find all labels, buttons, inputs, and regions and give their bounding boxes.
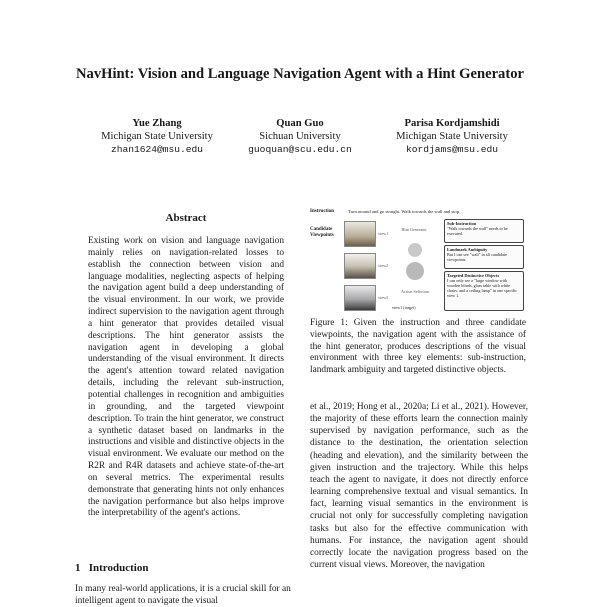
box-text: "Walk towards the wall" needs to be executed.	[447, 226, 508, 236]
author-affiliation: Michigan State University	[101, 131, 213, 143]
box-title: Landmark Ambiguity	[447, 247, 488, 252]
instruction-text: Turn around and go straight. Walk towards the wall and stop.	[348, 209, 461, 214]
intro-heading	[75, 562, 148, 574]
abstract-heading: Abstract	[165, 212, 207, 224]
author-email: kordjams@msu.edu	[405, 144, 499, 156]
section-title: Introduction	[88, 562, 149, 574]
figure-1	[308, 207, 526, 315]
viewpoint-3-image	[344, 285, 376, 311]
author-3	[362, 117, 542, 157]
abstract-text: Existing work on vision and language navigation mainly relies on navigation-related losses to establish the connection between vision and language modalities, neglecting aspects of helping the navigation agent build a deep understanding of the visual environment. In our work, we provide indirect supervision to the navigation agent through a hint generator that provides detailed visual descriptions. The hint generator assists the navigation agent in developing a global understanding of the visual environment. It directs the agent's attention toward related navigation details, including the relevant sub-instruction, potential challenges in recognition and ambiguities in grounding, and the targeted viewpoint description. To train the hint generator, we construct a synthetic dataset based on landmarks in the instructions and visible and distinctive objects in the visual environment. We evaluate our method on the R2R and R4R datasets and achieve state-of-the-art on several metrics. The experimental results demonstrate that generating hints not only enhances the navigation performance but also helps improve the interpretability of the agent's actions.	[88, 236, 284, 519]
landmark-ambiguity-box	[444, 245, 524, 269]
viewpoint-1-image	[344, 221, 376, 247]
body-text-column-2: et al., 2019; Hong et al., 2020a; Li et al., 2021). However, the majority of these efforts learn the connection mainly supervised by navigation performance, such as the distance to the destination, the orientation selection (heading and elevation), and the similarity between the given instruction and the trajectory. While this helps teach the agent to navigate, it does not directly enforce learning comprehensive textual and visual semantics. In fact, learning visual semantics in the environment is crucial not only for successfully completing navigation tasks but also for the effective communication with humans. For instance, the navigation agent should correctly locate the navigation progress based on the current visual views. Moreover, the navigation	[310, 402, 528, 571]
intro-text: In many real-world applications, it is a crucial skill for an intelligent agent to navigate the visual	[75, 584, 291, 606]
candidate-label: Candidate Viewpoints	[310, 227, 334, 238]
sub-instruction-box	[444, 219, 524, 243]
figure-caption: Figure 1: Given the instruction and three candidate viewpoints, the navigation agent with the assistance of the hint generator, produces descriptions of the visual environment with three key elements: sub-instruction, landmark ambiguity and targeted distinctive objects.	[310, 318, 526, 376]
box-title: Targeted Distinctive Objects	[447, 273, 500, 278]
author-name: Yue Zhang	[132, 118, 182, 129]
author-name: Quan Guo	[276, 118, 324, 129]
box-text: But I can see "wall" in all candidate viewpoints.	[447, 252, 508, 262]
view-label: view1	[378, 231, 389, 236]
hint-generator-label: Hint Generator	[401, 227, 427, 232]
paper-title: NavHint: Vision and Language Navigation Agent with a Hint Generator	[76, 66, 524, 82]
author-email: zhan1624@msu.edu	[110, 144, 204, 156]
robot-agent-icon	[406, 262, 424, 280]
distinctive-objects-box	[444, 271, 524, 311]
author-email: guoquan@scu.edu.cn	[248, 144, 352, 156]
hint-generator-icon	[408, 243, 422, 257]
box-title: Sub-Instruction	[447, 221, 477, 226]
section-number: 1	[75, 562, 81, 574]
author-affiliation: Sichuan University	[259, 131, 341, 143]
view-label: view2	[378, 263, 389, 268]
target-view-label: view1 (target)	[392, 305, 416, 310]
viewpoint-2-image	[344, 253, 376, 279]
author-affiliation: Michigan State University	[396, 131, 508, 143]
view-label: view3	[378, 295, 389, 300]
author-name: Parisa Kordjamshidi	[404, 118, 500, 129]
instruction-label: Instruction	[310, 209, 334, 214]
box-text: I can only see a "large window with wooden blinds, glass table with white chairs, and a ceiling lamp" in one specific view 1.	[447, 278, 518, 298]
action-selection-label: Action Selection	[400, 289, 430, 294]
